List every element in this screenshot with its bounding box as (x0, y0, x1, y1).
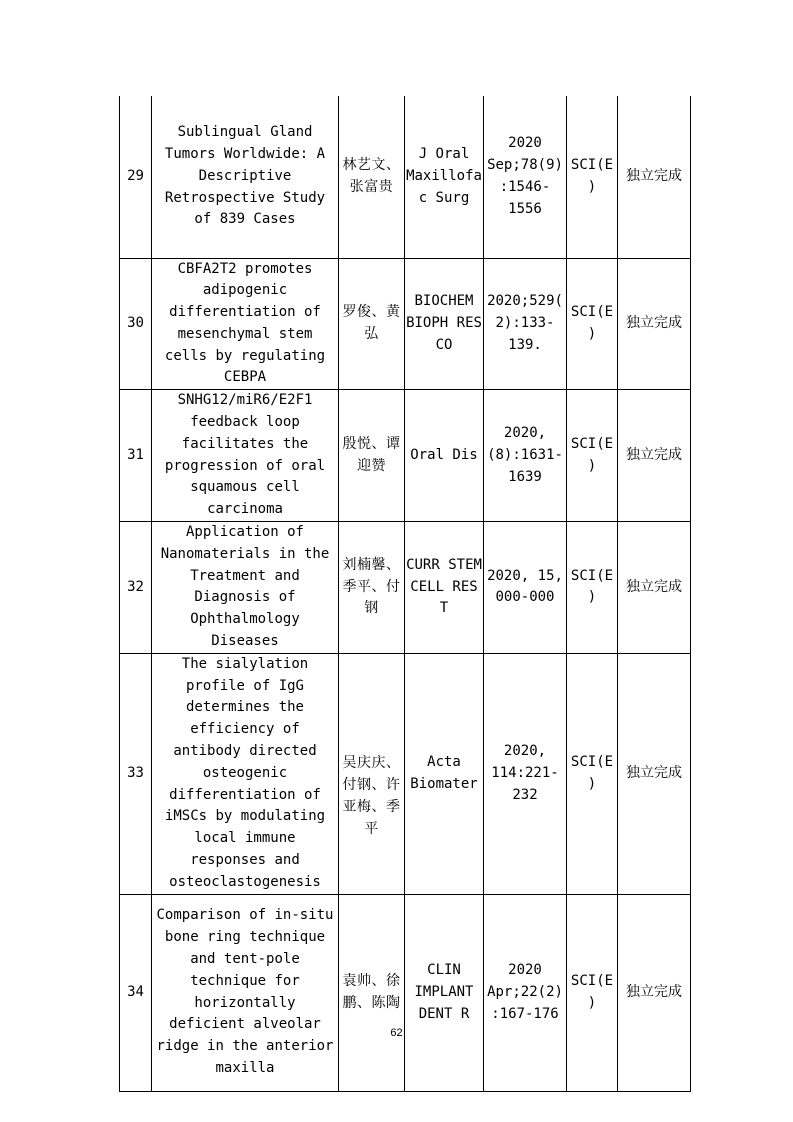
row-number: 29 (120, 96, 152, 258)
completion-status: 独立完成 (618, 653, 691, 894)
completion-status: 独立完成 (618, 258, 691, 390)
paper-title: CBFA2T2 promotes adipogenic differentiation of mesenchymal stem cells by regulating CEBPA (152, 258, 339, 390)
table-row (120, 258, 691, 390)
row-number: 30 (120, 258, 152, 390)
paper-title: Application of Nanomaterials in the Treatment and Diagnosis of Ophthalmology Diseases (152, 522, 339, 654)
index-type: SCI(E) (567, 390, 618, 522)
page-number: 62 (390, 1027, 403, 1039)
index-type: SCI(E) (567, 894, 618, 1091)
journal: CURR STEM CELL RES T (405, 522, 484, 654)
completion-status: 独立完成 (618, 96, 691, 258)
table-row (120, 96, 691, 258)
table-row (120, 894, 691, 1091)
citation: 2020 Sep;78(9):1546-1556 (484, 96, 567, 258)
row-number: 33 (120, 653, 152, 894)
journal: Acta Biomater (405, 653, 484, 894)
paper-title: SNHG12/miR6/E2F1 feedback loop facilitates the progression of oral squamous cell carcinoma (152, 390, 339, 522)
index-type: SCI(E) (567, 653, 618, 894)
paper-title: Sublingual Gland Tumors Worldwide: A Descriptive Retrospective Study of 839 Cases (152, 96, 339, 258)
paper-title: Comparison of in-situ bone ring technique and tent-pole technique for horizontally deficient alveolar ridge in the anterior maxilla (152, 894, 339, 1091)
index-type: SCI(E) (567, 96, 618, 258)
authors: 刘楠馨、季平、付钢 (339, 522, 405, 654)
journal: J Oral Maxillofac Surg (405, 96, 484, 258)
citation: 2020, 114:221-232 (484, 653, 567, 894)
table-row (120, 653, 691, 894)
authors: 吴庆庆、付钢、许亚梅、季平 (339, 653, 405, 894)
authors: 罗俊、黄弘 (339, 258, 405, 390)
publication-table (119, 96, 691, 1092)
citation: 2020;529(2):133-139. (484, 258, 567, 390)
row-number: 34 (120, 894, 152, 1091)
citation: 2020, 15, 000-000 (484, 522, 567, 654)
table-row (120, 390, 691, 522)
index-type: SCI(E) (567, 258, 618, 390)
authors: 林艺文、张富贵 (339, 96, 405, 258)
completion-status: 独立完成 (618, 894, 691, 1091)
journal: BIOCHEM BIOPH RES CO (405, 258, 484, 390)
authors: 袁帅、徐鹏、陈陶 (339, 894, 405, 1091)
table-row (120, 522, 691, 654)
paper-title: The sialylation profile of IgG determines the efficiency of antibody directed osteogenic differentiation of iMSCs by modulating local immune responses and osteoclastogenesis (152, 653, 339, 894)
row-number: 32 (120, 522, 152, 654)
authors: 殷悦、谭迎赞 (339, 390, 405, 522)
citation: 2020 Apr;22(2):167-176 (484, 894, 567, 1091)
journal: Oral Dis (405, 390, 484, 522)
row-number: 31 (120, 390, 152, 522)
citation: 2020,(8):1631-1639 (484, 390, 567, 522)
completion-status: 独立完成 (618, 390, 691, 522)
journal: CLIN IMPLANT DENT R (405, 894, 484, 1091)
index-type: SCI(E) (567, 522, 618, 654)
completion-status: 独立完成 (618, 522, 691, 654)
